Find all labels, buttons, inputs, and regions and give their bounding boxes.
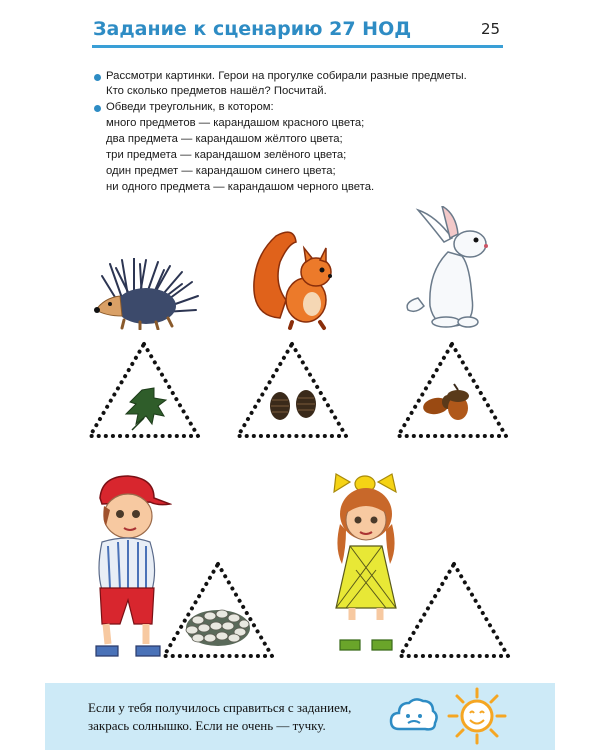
instruction-line: ни одного предмета — карандашом черного цвета. xyxy=(106,181,375,193)
dotted-triangle[interactable] xyxy=(158,558,278,662)
acorn-icon xyxy=(447,384,469,420)
pinecone-icon xyxy=(296,390,316,418)
footer-line: Если у тебя получилось справиться с заданием, xyxy=(88,700,352,715)
rabbit-icon xyxy=(400,206,496,330)
dotted-triangle[interactable] xyxy=(392,338,512,442)
page-number: 25 xyxy=(481,20,501,38)
mushrooms-icon xyxy=(186,610,250,646)
footer-line: закрась солнышко. Если не очень — тучку. xyxy=(88,718,326,733)
footer-panel xyxy=(45,683,555,750)
dotted-triangle[interactable] xyxy=(84,338,204,442)
title-underline xyxy=(92,45,503,48)
dotted-triangle[interactable] xyxy=(232,338,352,442)
sun-icon[interactable] xyxy=(447,687,507,745)
dotted-triangle[interactable] xyxy=(394,558,514,662)
instruction-line: Рассмотри картинки. Герои на прогулке собирали разные предметы. xyxy=(106,70,467,82)
bullet-icon xyxy=(94,105,101,112)
instruction-line: Обведи треугольник, в котором: xyxy=(106,101,274,113)
instruction-line: один предмет — карандашом синего цвета; xyxy=(106,165,336,177)
hedgehog-icon xyxy=(92,258,200,330)
instruction-line: много предметов — карандашом красного цвета; xyxy=(106,117,365,129)
instruction-line: Кто сколько предметов нашёл? Посчитай. xyxy=(106,85,327,97)
page-title: Задание к сценарию 27 НОД xyxy=(93,18,412,40)
cloud-icon[interactable] xyxy=(389,695,439,737)
bullet-icon xyxy=(94,74,101,81)
squirrel-icon xyxy=(250,228,338,332)
leaf-icon xyxy=(126,388,166,430)
instruction-line: три предмета — карандашом зелёного цвета; xyxy=(106,149,347,161)
instruction-line: два предмета — карандашом жёлтого цвета; xyxy=(106,133,343,145)
pinecone-icon xyxy=(270,392,290,420)
